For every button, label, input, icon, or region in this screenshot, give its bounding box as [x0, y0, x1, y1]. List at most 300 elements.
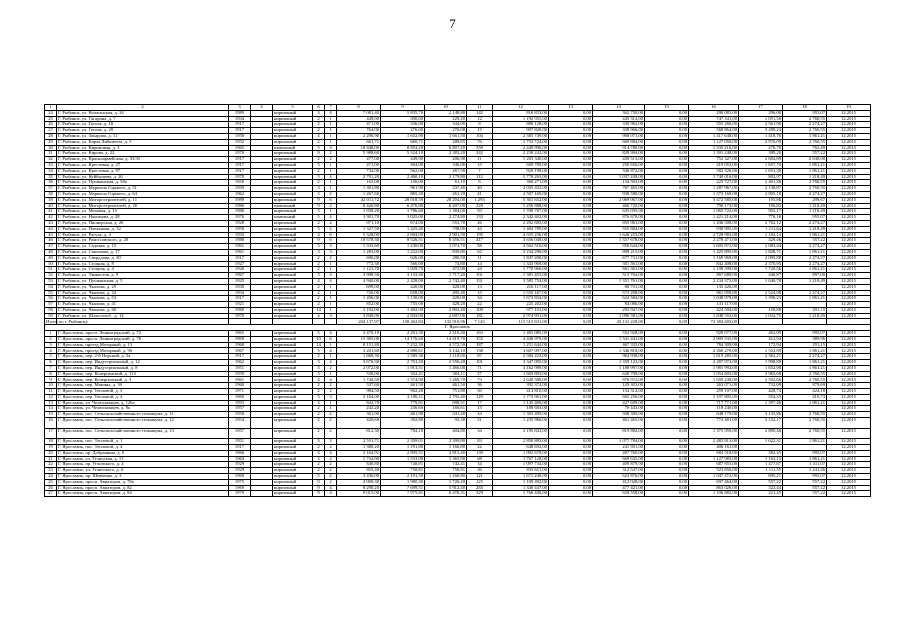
table-cell: 13 [467, 284, 493, 290]
table-cell: 501 561,00 [593, 261, 645, 267]
table-cell: 696,00 [337, 255, 381, 261]
table-cell: 962,20 [381, 389, 425, 395]
table-cell: 855 961,00 [593, 220, 645, 226]
table-cell: 0,00 [549, 342, 593, 348]
table-cell: 3 [325, 439, 337, 445]
table-cell: 471,00 [337, 162, 381, 168]
table-cell: 196,82 [739, 203, 783, 209]
table-cell: 3 [313, 273, 325, 279]
table-cell: Г. Ярославль, просп. Ленинградский, д. 76 [57, 336, 229, 342]
table-cell: 2 850 883,00 [493, 439, 549, 445]
table-cell: 557,22 [783, 491, 827, 497]
table-cell: 4 [313, 133, 325, 139]
table-cell: 1 726,20 [425, 479, 467, 485]
table-cell: 0,00 [549, 389, 593, 395]
table-cell: 10 [313, 336, 325, 342]
table-cell: 1 [325, 162, 337, 168]
table-cell: 1 048 979,00 [689, 296, 739, 302]
table-cell: 3 162 989,00 [493, 365, 549, 371]
table-cell: 0,00 [645, 249, 689, 255]
table-cell: 0,00 [645, 302, 689, 308]
table-cell: 1 109 599,00 [689, 267, 739, 273]
table-cell: 28 018,39 [381, 197, 425, 203]
table-cell: 0,00 [549, 249, 593, 255]
table-cell: 1 754,90 [337, 456, 381, 462]
table-cell: 467 335,00 [593, 342, 645, 348]
table-cell: 865,20 [381, 191, 425, 197]
table-cell: 508 300,00 [593, 412, 645, 418]
table-cell: 2 482 913,00 [689, 439, 739, 445]
table-cell: 1917 [229, 445, 251, 451]
table-cell: 3 142,10 [425, 348, 467, 354]
table-cell: 3 [313, 456, 325, 462]
table-cell: 28 204,00 [425, 197, 467, 203]
table-cell: Г. Рыбинск, ул. Крестовая, д. 27 [57, 162, 229, 168]
table-cell: 0,00 [549, 302, 593, 308]
table-cell: кирпичный [273, 383, 313, 389]
table-cell: 1 417 648,00 [689, 133, 739, 139]
table-cell: 1 [325, 354, 337, 360]
table-cell: 1 [325, 290, 337, 296]
table-cell: 12.2015 [827, 365, 871, 371]
table-cell: 0,00 [645, 445, 689, 451]
table-cell: 2 [313, 122, 325, 128]
table-cell: 7 143 [467, 319, 493, 325]
table-cell: 2 274,27 [783, 255, 827, 261]
register-table [44, 104, 871, 497]
table-cell: 835 651,00 [493, 468, 549, 474]
table-cell: 568 864,00 [689, 128, 739, 134]
table-cell: 2 [313, 116, 325, 122]
table-cell: 3 [325, 244, 337, 250]
table-cell: 12.2015 [827, 491, 871, 497]
table-cell: 3 [313, 209, 325, 215]
table-cell: 0,00 [549, 197, 593, 203]
table-cell: 22 [467, 302, 493, 308]
table-cell: 93 [467, 209, 493, 215]
table-cell: 961 959,00 [689, 290, 739, 296]
table-cell: 241 931,00 [593, 445, 645, 451]
table-cell: 1 235 966,00 [493, 418, 549, 429]
table-cell: 16 [45, 418, 57, 429]
table-cell: 195 [467, 232, 493, 238]
table-cell: 12.2015 [827, 290, 871, 296]
table-cell: 2 106,11 [381, 394, 425, 400]
table-cell: 648 692,00 [493, 445, 549, 451]
table-cell: 2 [313, 284, 325, 290]
table-cell: 1950 [229, 133, 251, 139]
table-cell: 2 292 685,00 [493, 220, 549, 226]
table-cell: Г. Рыбинск, ул. Карла Либкнехта, д. 5 [57, 139, 229, 145]
table-cell: 2 274,27 [783, 122, 827, 128]
table-cell: кирпичный [273, 474, 313, 480]
table-cell: 24 [45, 474, 57, 480]
table-cell: 0,00 [549, 456, 593, 462]
table-cell: 1 [325, 133, 337, 139]
table-cell: кирпичный [273, 439, 313, 445]
table-cell: 0,00 [645, 174, 689, 180]
table-cell: Г. Рыбинск, ул. Волжанская, д. 34 [57, 110, 229, 116]
table-cell: 0,00 [549, 255, 593, 261]
table-cell: 1 980,30 [381, 479, 425, 485]
table-cell: Г. Рыбинск, ул. Гоголя, д. 29 [57, 128, 229, 134]
table-cell: 259 107,00 [689, 389, 739, 395]
table-cell: 732,09 [739, 383, 783, 389]
table-cell: 2 401,36 [739, 180, 783, 186]
table-cell: кирпичный [273, 348, 313, 354]
table-cell: 2 843,00 [381, 313, 425, 319]
table-cell: 1 717,20 [425, 273, 467, 279]
table-cell: 2 [313, 296, 325, 302]
table-cell: 0,00 [549, 145, 593, 151]
table-cell: 1 [325, 261, 337, 267]
table-cell: 1 092 678,00 [493, 450, 549, 456]
table-cell: 2 701,20 [337, 174, 381, 180]
table-cell: 338 966,00 [593, 128, 645, 134]
table-cell: 10 446,00 [337, 145, 381, 151]
table-cell: 699,00 [337, 284, 381, 290]
table-cell: 3 025,00 [381, 215, 425, 221]
table-cell: кирпичный [273, 197, 313, 203]
table-cell: 1 [325, 186, 337, 192]
table-cell: 1 107 805,00 [689, 394, 739, 400]
table-cell: 695,21 [739, 474, 783, 480]
table-cell: кирпичный [273, 371, 313, 377]
table-cell: 1 744,50 [337, 377, 381, 383]
table-cell: 12 [45, 394, 57, 400]
table-cell: 40 [467, 186, 493, 192]
table-cell: кирпичный [273, 290, 313, 296]
table-cell: 3 [313, 191, 325, 197]
table-cell: 0,00 [549, 139, 593, 145]
table-cell: кирпичный [273, 342, 313, 348]
table-cell: 1 466,00 [425, 365, 467, 371]
table-cell: 1 652,90 [381, 133, 425, 139]
table-cell: 76 [467, 139, 493, 145]
table-cell: 2 296,90 [337, 133, 381, 139]
table-cell: 0,00 [645, 191, 689, 197]
table-cell: кирпичный [273, 331, 313, 337]
table-cell: 1966 [229, 450, 251, 456]
table-cell: 2 191,50 [381, 474, 425, 480]
table-cell: 0,00 [549, 186, 593, 192]
table-cell: Г. Ярославль, ул. Челюскинцев, д. 8а [57, 406, 229, 412]
table-cell: 2 274,27 [783, 354, 827, 360]
table-cell: 2 760,55 [783, 377, 827, 383]
table-cell: кирпичный [273, 336, 313, 342]
table-cell: 0,00 [549, 180, 593, 186]
table-cell: 1 418,76 [739, 133, 783, 139]
table-cell: 0,00 [645, 474, 689, 480]
table-cell: кирпичный [273, 267, 313, 273]
table-cell: кирпичный [273, 191, 313, 197]
page-number: 7 [449, 16, 456, 31]
table-cell: 1 096 581,00 [593, 313, 645, 319]
table-cell: 1917 [229, 168, 251, 174]
table-cell: 0,00 [645, 342, 689, 348]
table-cell: 0,00 [645, 273, 689, 279]
table-cell: Г. Рыбинск, ул. Пушкинская, д. 58а [57, 180, 229, 186]
table-cell: 12.2015 [827, 249, 871, 255]
table-cell: 36 [467, 383, 493, 389]
table-cell: 18 [45, 439, 57, 445]
table-cell: 0,00 [549, 336, 593, 342]
table-cell: 1962 [229, 360, 251, 366]
table-cell: 12.2015 [827, 371, 871, 377]
table-cell: кирпичный [273, 261, 313, 267]
table-cell: 802,97 [739, 174, 783, 180]
table-cell: кирпичный [273, 133, 313, 139]
table-cell: 1 861,21 [783, 133, 827, 139]
table-cell: 3 [325, 394, 337, 400]
table-cell: 1 [325, 128, 337, 134]
table-cell: 29 [45, 139, 57, 145]
table-cell: 188 683,00 [493, 406, 549, 412]
table-cell: 204 137,97 [337, 319, 381, 325]
table-cell: кирпичный [273, 238, 313, 244]
table-cell: Г. Рыбинск, ул. Танкистов, д. 9 [57, 273, 229, 279]
table-cell: 2 607,00 [425, 313, 467, 319]
table-cell: 0,00 [645, 168, 689, 174]
table-cell: 0,00 [549, 491, 593, 497]
section-title: Г. Ярославль [45, 325, 871, 331]
table-cell: 6 476,90 [381, 203, 425, 209]
table-cell: 0,00 [549, 238, 593, 244]
table-cell: 15 [645, 105, 689, 111]
table-cell: 1 206,00 [337, 296, 381, 302]
table-cell: Г. Рыбинск, ул. Чкалова, д. 24 [57, 290, 229, 296]
table-cell: 2 974 931,00 [493, 313, 549, 319]
table-cell: 12.2015 [827, 394, 871, 400]
table-cell: 742,41 [425, 462, 467, 468]
table-cell: 12.2015 [827, 439, 871, 445]
table-cell: 0,00 [549, 394, 593, 400]
table-cell: 1 767 128,00 [493, 456, 549, 462]
table-cell: 0,00 [549, 474, 593, 480]
table-cell: 6 476,31 [425, 491, 467, 497]
table-cell: кирпичный [273, 151, 313, 157]
table-cell: Г. Ярославль, пер. 2-й Норский, д. 5а [57, 354, 229, 360]
table-cell: 10 [45, 383, 57, 389]
table-cell: панельный [273, 215, 313, 221]
table-cell: 12.2015 [827, 128, 871, 134]
table-cell: 0,00 [645, 133, 689, 139]
table-cell: 12.2015 [827, 307, 871, 313]
table-cell: 1967 [229, 348, 251, 354]
table-cell: 1 861,21 [783, 348, 827, 354]
table-cell: 1971 [229, 389, 251, 395]
table-cell: 34 [467, 412, 493, 418]
table-cell: 0,00 [549, 278, 593, 284]
table-cell: 1 861,21 [783, 296, 827, 302]
table-cell: 360 271,00 [493, 180, 549, 186]
table-cell: 1 166,80 [425, 474, 467, 480]
table-cell: 1 256 888,00 [493, 203, 549, 209]
table-cell: 3 347 095,00 [493, 360, 549, 366]
table-cell: 407 760,00 [593, 450, 645, 456]
table-cell: 101 [467, 360, 493, 366]
table-cell: 1969 [229, 474, 251, 480]
table-cell: 1 861,21 [783, 232, 827, 238]
table-cell: 1 605 872,00 [689, 244, 739, 250]
table-cell: 828 994,00 [593, 151, 645, 157]
table-cell: 1 287 967,00 [689, 186, 739, 192]
table-cell: 751,80 [425, 389, 467, 395]
table-cell: 19 [45, 445, 57, 451]
table-cell: 12.2015 [827, 456, 871, 462]
table-cell: 863 026,00 [689, 485, 739, 491]
table-cell: 26 [45, 485, 57, 491]
table-cell: 0,00 [645, 319, 689, 325]
table-cell: 0,00 [645, 418, 689, 429]
table-cell: 1 [325, 371, 337, 377]
table-cell: 1 375 959,00 [689, 428, 739, 439]
table-cell: 726,00 [337, 290, 381, 296]
table-cell: 2 760,55 [783, 412, 827, 418]
table-cell: 6 [45, 360, 57, 366]
table-cell: 429,46 [739, 238, 783, 244]
table-cell: 0,00 [645, 110, 689, 116]
table-cell: 2 274,27 [783, 261, 827, 267]
table-cell: 2 [325, 226, 337, 232]
table-cell: 1 626 253,00 [593, 232, 645, 238]
table-cell: 329 [467, 491, 493, 497]
table-cell: 47 [45, 244, 57, 250]
table-cell: 38 [45, 191, 57, 197]
table-cell: 428,20 [425, 302, 467, 308]
table-cell: 659 558,00 [593, 491, 645, 497]
table-cell: панельный [273, 145, 313, 151]
table-cell: 1960 [229, 383, 251, 389]
table-cell: 2 362,21 [739, 354, 783, 360]
table-cell: 22 [467, 445, 493, 451]
table-cell: 2 684,89 [739, 157, 783, 163]
table-cell: 2 800,46 [739, 428, 783, 439]
table-cell: 6 [325, 197, 337, 203]
table-cell: 566,00 [381, 261, 425, 267]
table-cell: 12.2015 [827, 468, 871, 474]
table-cell: 2 880,61 [381, 348, 425, 354]
table-cell: 121 [467, 474, 493, 480]
table-cell: 12.2015 [827, 168, 871, 174]
table-cell: 977 191,00 [493, 307, 549, 313]
table-cell: 1 573 169,00 [689, 191, 739, 197]
table-cell: 2 234 373,00 [689, 278, 739, 284]
table-cell: 1 861,21 [783, 365, 827, 371]
table-cell: 0,00 [549, 128, 593, 134]
table-cell: 1 166,80 [425, 445, 467, 451]
table-cell: 0,00 [549, 383, 593, 389]
table-cell: 3 436,00 [337, 474, 381, 480]
table-cell: 12.2015 [827, 273, 871, 279]
table-cell: кирпичный [273, 244, 313, 250]
table-cell: 263 071,00 [689, 383, 739, 389]
table-cell: 250 656,00 [593, 162, 645, 168]
table-cell: 163 [467, 331, 493, 337]
table-cell: кирпичный [273, 491, 313, 497]
table-cell: 684 518,00 [689, 450, 739, 456]
table-cell: 44 [45, 226, 57, 232]
table-cell: 0,00 [549, 203, 593, 209]
table-cell: 419 053,00 [689, 162, 739, 168]
table-cell: 9 015,00 [337, 491, 381, 497]
table-cell: кирпичный [273, 162, 313, 168]
table-cell: 2 [325, 474, 337, 480]
table-row [45, 418, 871, 429]
table-cell: 1 396,23 [739, 296, 783, 302]
table-cell: 12.2015 [827, 302, 871, 308]
table-cell: 1 218,49 [783, 203, 827, 209]
table-cell: 0,00 [645, 244, 689, 250]
table-cell: 5 [273, 105, 313, 111]
table-cell: 0,00 [549, 428, 593, 439]
table-cell: 1989 [229, 197, 251, 203]
table-cell: 4 355 236,00 [493, 232, 549, 238]
table-cell: 952,17 [739, 209, 783, 215]
table-cell: 0,00 [645, 485, 689, 491]
table-cell: 45 [45, 232, 57, 238]
table-cell: 1933 [229, 232, 251, 238]
table-cell: 1 047 472,00 [689, 474, 739, 480]
table-cell: 1969 [229, 485, 251, 491]
table-cell: 810 833,00 [493, 110, 549, 116]
table-cell: 0,00 [645, 128, 689, 134]
table-cell: 1 622,31 [739, 439, 783, 445]
table-cell: 809 215,00 [593, 249, 645, 255]
table-cell: 12.2015 [827, 377, 871, 383]
table-cell: 12.2015 [827, 139, 871, 145]
table-cell: 0,00 [645, 255, 689, 261]
table-cell: 0,00 [645, 122, 689, 128]
table-cell: 0,00 [645, 238, 689, 244]
table-cell: кирпичный [273, 186, 313, 192]
table-cell: 7 232,30 [381, 342, 425, 348]
table-cell: 8 426,80 [337, 203, 381, 209]
table-cell: 5 835,70 [381, 110, 425, 116]
table-cell: 1 421 214,00 [689, 215, 739, 221]
table-cell: 2 [313, 412, 325, 418]
table-cell: 3 201,60 [337, 348, 381, 354]
table-cell: 1 938,20 [337, 209, 381, 215]
table-cell: 2 760,55 [783, 128, 827, 134]
table-cell: 7 [45, 365, 57, 371]
table-cell: 1950 [229, 180, 251, 186]
table-cell: 389,96 [783, 336, 827, 342]
table-cell: 31 [45, 151, 57, 157]
table-cell: 1 720,56 [739, 267, 783, 273]
table-cell: 3 164,00 [337, 394, 381, 400]
table-cell: 4 [325, 278, 337, 284]
table-cell: 50 [45, 261, 57, 267]
table-cell: 19 [827, 105, 871, 111]
table-cell: 0,00 [645, 313, 689, 319]
table-cell: 216 117,00 [493, 284, 549, 290]
table-cell: 11 [467, 255, 493, 261]
table-cell: 1 773 961,00 [493, 394, 549, 400]
table-cell: 1917 [229, 162, 251, 168]
table-cell: 5 [313, 174, 325, 180]
table-cell: кирпичный [273, 174, 313, 180]
table-cell: 428,74 [739, 389, 783, 395]
table-cell: 2 230 242,00 [493, 151, 549, 157]
table-cell: 758,81 [381, 468, 425, 474]
table-cell: 1 145 400,00 [493, 400, 549, 406]
table-cell: 2 [313, 267, 325, 273]
table-cell: 30 [45, 145, 57, 151]
table-cell: кирпичный [273, 400, 313, 406]
table-cell: 416,73 [783, 394, 827, 400]
table-cell: 1 180 997,00 [593, 365, 645, 371]
